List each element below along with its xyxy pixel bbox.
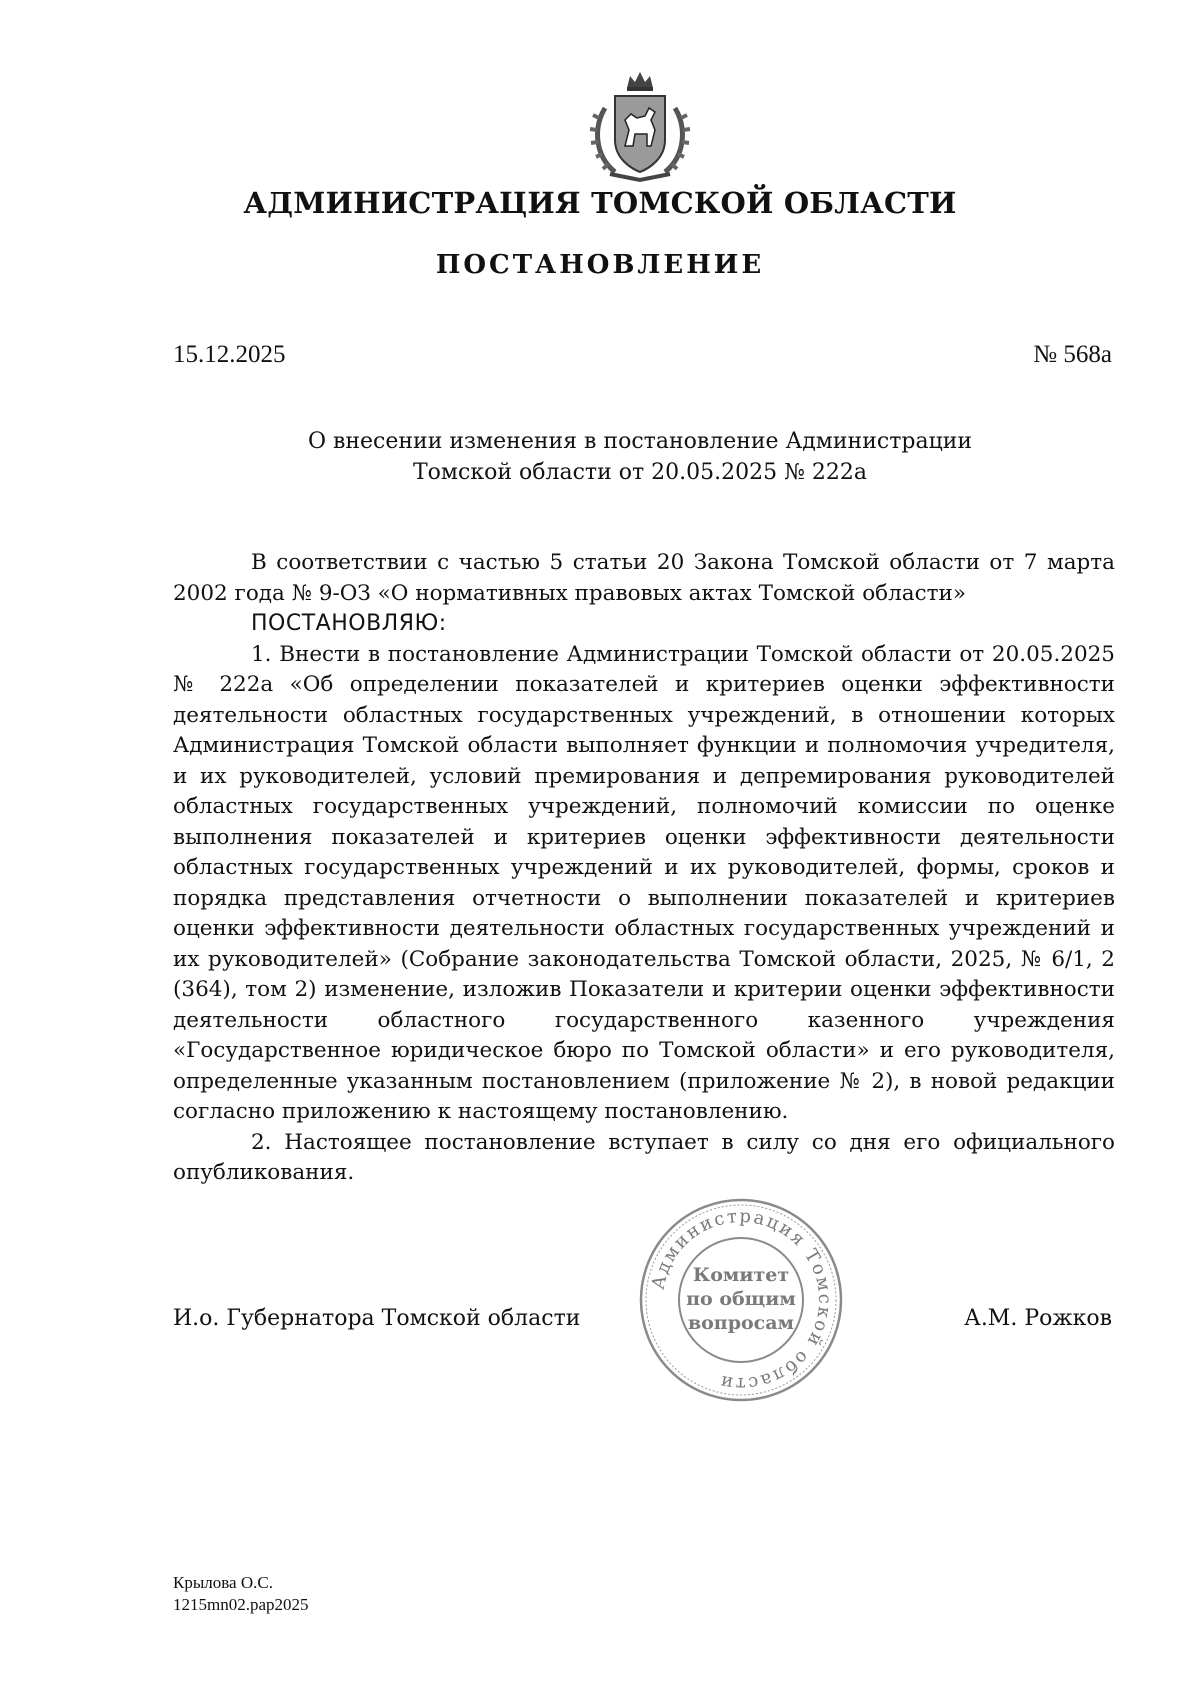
subject-line-2: Томской области от 20.05.2025 № 222а xyxy=(412,460,868,485)
svg-text:вопросам: вопросам xyxy=(687,1312,795,1334)
executor-name: Крылова О.С. xyxy=(173,1573,273,1592)
svg-text:по общим: по общим xyxy=(686,1288,796,1310)
subject-line-1: О внесении изменения в постановление Администрации xyxy=(307,429,973,454)
signer-title: И.о. Губернатора Томской области xyxy=(173,1306,581,1331)
item-1-paragraph: 1. Внести в постановление Администрации Томской области от 20.05.2025 № 222а «Об определении показателей и критериев оценки эффективности деятельности областных государственных учреждений, в отношении которых Администрация Томской области выполняет функции и полномочия учредителя, и их руководителей, условий премирования и депремирования руководителей областных государственных учреждений, полномочий комиссии по оценке выполнения показателей и критериев оценки эффективности деятельности областных государственных учреждений и их руководителей, формы, сроков и порядка представления отчетности о выполнении показателей и критериев оценки эффективности деятельности областных государственных учреждений и их руководителей» (Собрание законодательства Томской области, 2025, № 6/1, 2 (364), том 2) изменение, изложив Показатели и критерии оценки эффективности деятельности областного государственного казенного учреждения «Государственное юридическое бюро по Томской области» и его руководителя, определенные указанным постановлением (приложение № 2), в новой редакции согласно приложению к настоящему постановлению. xyxy=(173,641,1115,1124)
official-stamp-seal xyxy=(636,1195,846,1405)
svg-text:Комитет: Комитет xyxy=(692,1264,790,1286)
preamble-paragraph: В соответствии с частью 5 статьи 20 Закона Томской области от 7 марта 2002 года № 9-ОЗ «О нормативных правовых актах Томской области» xyxy=(173,550,1115,606)
decree-word: ПОСТАНОВЛЯЮ: xyxy=(251,611,447,636)
document-subject xyxy=(260,426,1020,488)
file-code: 1215mn02.рар2025 xyxy=(173,1595,309,1614)
svg-text:Администрация Томской области: Администрация Томской области xyxy=(647,1205,836,1395)
tomsk-coat-of-arms-icon xyxy=(585,68,695,188)
document-date: 15.12.2025 xyxy=(173,341,286,368)
signer-name: А.М. Рожков xyxy=(964,1306,1112,1331)
organization-title: АДМИНИСТРАЦИЯ ТОМСКОЙ ОБЛАСТИ xyxy=(243,186,957,220)
executor-block xyxy=(173,1572,309,1616)
document-type: ПОСТАНОВЛЕНИЕ xyxy=(435,250,765,280)
item-2-paragraph: 2. Настоящее постановление вступает в силу со дня его официального опубликования. xyxy=(173,1129,1115,1185)
document-body xyxy=(173,548,1115,1189)
document-number: № 568а xyxy=(1033,341,1112,368)
